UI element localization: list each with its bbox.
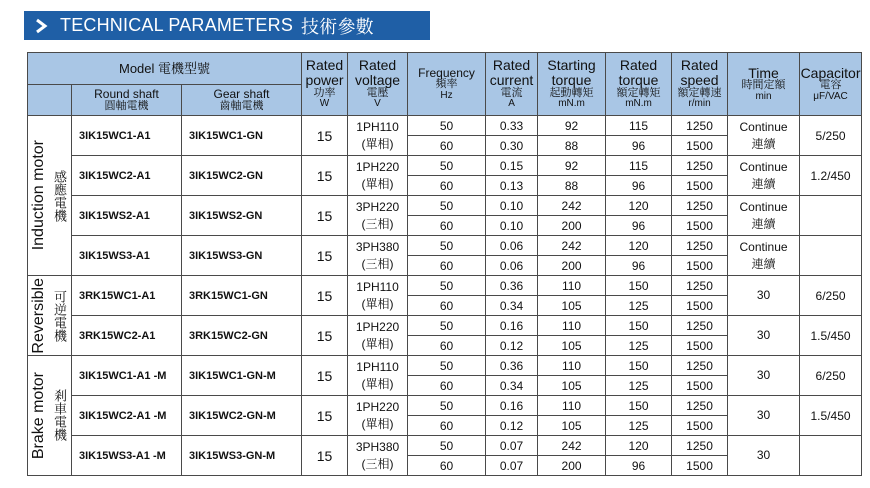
time-cell: 30: [728, 356, 800, 396]
group-label-cell: [28, 116, 72, 276]
header-model: Model 電機型號: [28, 53, 302, 85]
frequency-cell: 50: [408, 436, 486, 456]
rated-torque-cell: 115: [606, 116, 672, 136]
rated-speed-cell: 1250: [672, 156, 728, 176]
time-cell: 30: [728, 276, 800, 316]
table-row: [28, 356, 862, 376]
capacitor-cell: [800, 236, 862, 276]
rated-torque-cell: 125: [606, 376, 672, 396]
starting-torque-cell: 200: [538, 456, 606, 476]
group-label-cn: 剎車電機: [52, 389, 67, 442]
frequency-cell: 50: [408, 316, 486, 336]
rated-voltage: 1PH110 (單相): [348, 356, 408, 396]
capacitor-cell: [800, 436, 862, 476]
rated-torque-cell: 150: [606, 356, 672, 376]
starting-torque-cell: 105: [538, 376, 606, 396]
starting-torque-cell: 110: [538, 356, 606, 376]
rated-torque-cell: 120: [606, 436, 672, 456]
frequency-cell: 50: [408, 276, 486, 296]
round-shaft-model: 3IK15WS3-A1 -M: [72, 436, 182, 476]
starting-torque-cell: 110: [538, 396, 606, 416]
rated-torque-cell: 96: [606, 136, 672, 156]
rated-torque-cell: 96: [606, 456, 672, 476]
rated-torque-cell: 125: [606, 416, 672, 436]
round-shaft-model: 3RK15WC2-A1: [72, 316, 182, 356]
rated-voltage: 1PH220 (單相): [348, 156, 408, 196]
header-rated-torque: Rated torque 額定轉矩 mN.m: [606, 53, 672, 116]
table-row: [28, 316, 862, 336]
header-power: Rated power 功率 W: [302, 53, 348, 116]
round-shaft-model: 3IK15WC1-A1: [72, 116, 182, 156]
current-cell: 0.07: [486, 436, 538, 456]
chevron-right-icon: [34, 18, 50, 34]
table-row: [28, 116, 862, 136]
current-cell: 0.16: [486, 396, 538, 416]
rated-speed-cell: 1250: [672, 356, 728, 376]
rated-torque-cell: 120: [606, 196, 672, 216]
table-row: [28, 396, 862, 416]
time-cell: Continue 連續: [728, 116, 800, 156]
current-cell: 0.12: [486, 336, 538, 356]
header-current: Rated current 電流 A: [486, 53, 538, 116]
starting-torque-cell: 242: [538, 436, 606, 456]
section-banner: [24, 11, 430, 40]
round-shaft-model: 3IK15WS3-A1: [72, 236, 182, 276]
rated-power: 15: [302, 316, 348, 356]
frequency-cell: 50: [408, 156, 486, 176]
rated-torque-cell: 150: [606, 316, 672, 336]
rated-voltage: 1PH110 (單相): [348, 116, 408, 156]
rated-voltage: 3PH220 (三相): [348, 196, 408, 236]
starting-torque-cell: 92: [538, 156, 606, 176]
frequency-cell: 60: [408, 216, 486, 236]
starting-torque-cell: 110: [538, 276, 606, 296]
frequency-cell: 60: [408, 176, 486, 196]
gear-shaft-model: 3IK15WS3-GN: [182, 236, 302, 276]
rated-speed-cell: 1500: [672, 216, 728, 236]
rated-speed-cell: 1250: [672, 316, 728, 336]
table-row: [28, 156, 862, 176]
current-cell: 0.15: [486, 156, 538, 176]
gear-shaft-model: 3IK15WC2-GN-M: [182, 396, 302, 436]
rated-speed-cell: 1500: [672, 376, 728, 396]
current-cell: 0.16: [486, 316, 538, 336]
rated-speed-cell: 1250: [672, 396, 728, 416]
header-rated-speed: Rated speed 額定轉速 r/min: [672, 53, 728, 116]
frequency-cell: 60: [408, 336, 486, 356]
capacitor-cell: 1.5/450: [800, 316, 862, 356]
header-spacer: [28, 85, 72, 116]
header-frequency: Frequency 頻率 Hz: [408, 53, 486, 116]
current-cell: 0.12: [486, 416, 538, 436]
gear-shaft-model: 3RK15WC2-GN: [182, 316, 302, 356]
time-cell: 30: [728, 316, 800, 356]
starting-torque-cell: 105: [538, 336, 606, 356]
gear-shaft-model: 3IK15WC2-GN: [182, 156, 302, 196]
header-voltage: Rated voltage 電壓 V: [348, 53, 408, 116]
header-round-shaft: Round shaft 圓軸電機: [72, 85, 182, 116]
gear-shaft-model: 3IK15WC1-GN-M: [182, 356, 302, 396]
rated-torque-cell: 120: [606, 236, 672, 256]
gear-shaft-model: 3IK15WS2-GN: [182, 196, 302, 236]
table-row: [28, 196, 862, 216]
group-label-en: Brake motor: [30, 371, 47, 460]
rated-torque-cell: 96: [606, 256, 672, 276]
gear-shaft-model: 3IK15WS3-GN-M: [182, 436, 302, 476]
current-cell: 0.10: [486, 216, 538, 236]
current-cell: 0.10: [486, 196, 538, 216]
frequency-cell: 60: [408, 296, 486, 316]
header-time: Time 時間定額 min: [728, 53, 800, 116]
frequency-cell: 50: [408, 396, 486, 416]
capacitor-cell: 5/250: [800, 116, 862, 156]
banner-title: TECHNICAL PARAMETERS: [60, 15, 294, 35]
rated-power: 15: [302, 396, 348, 436]
group-label-cn: 感應電機: [52, 169, 67, 222]
starting-torque-cell: 242: [538, 196, 606, 216]
group-label-cell: [28, 276, 72, 356]
starting-torque-cell: 105: [538, 296, 606, 316]
rated-speed-cell: 1500: [672, 136, 728, 156]
gear-shaft-model: 3IK15WC1-GN: [182, 116, 302, 156]
time-cell: Continue 連續: [728, 156, 800, 196]
rated-speed-cell: 1500: [672, 176, 728, 196]
starting-torque-cell: 88: [538, 176, 606, 196]
rated-voltage: 3PH380 (三相): [348, 436, 408, 476]
round-shaft-model: 3RK15WC1-A1: [72, 276, 182, 316]
rated-power: 15: [302, 156, 348, 196]
capacitor-cell: 1.5/450: [800, 396, 862, 436]
parameters-table: [27, 52, 862, 476]
table-body: [28, 116, 862, 476]
group-label-en: Reversible: [30, 277, 47, 354]
rated-speed-cell: 1500: [672, 336, 728, 356]
rated-speed-cell: 1250: [672, 116, 728, 136]
rated-voltage: 1PH220 (單相): [348, 316, 408, 356]
table-row: [28, 276, 862, 296]
group-label-en: Induction motor: [30, 140, 47, 251]
frequency-cell: 50: [408, 116, 486, 136]
rated-speed-cell: 1250: [672, 276, 728, 296]
rated-torque-cell: 96: [606, 176, 672, 196]
current-cell: 0.33: [486, 116, 538, 136]
capacitor-cell: 6/250: [800, 276, 862, 316]
time-cell: Continue 連續: [728, 196, 800, 236]
table-row: [28, 236, 862, 256]
current-cell: 0.30: [486, 136, 538, 156]
rated-torque-cell: 115: [606, 156, 672, 176]
rated-torque-cell: 96: [606, 216, 672, 236]
capacitor-cell: [800, 196, 862, 236]
rated-speed-cell: 1250: [672, 236, 728, 256]
rated-voltage: 3PH380 (三相): [348, 236, 408, 276]
frequency-cell: 60: [408, 416, 486, 436]
rated-speed-cell: 1250: [672, 436, 728, 456]
rated-power: 15: [302, 436, 348, 476]
round-shaft-model: 3IK15WC1-A1 -M: [72, 356, 182, 396]
gear-shaft-model: 3RK15WC1-GN: [182, 276, 302, 316]
time-cell: 30: [728, 436, 800, 476]
starting-torque-cell: 92: [538, 116, 606, 136]
rated-speed-cell: 1250: [672, 196, 728, 216]
group-label-cell: [28, 356, 72, 476]
current-cell: 0.34: [486, 296, 538, 316]
table-row: [28, 436, 862, 456]
rated-torque-cell: 125: [606, 336, 672, 356]
starting-torque-cell: 200: [538, 216, 606, 236]
rated-torque-cell: 125: [606, 296, 672, 316]
current-cell: 0.06: [486, 256, 538, 276]
banner-title-cn: 技術參數: [301, 16, 374, 37]
starting-torque-cell: 105: [538, 416, 606, 436]
starting-torque-cell: 110: [538, 316, 606, 336]
frequency-cell: 50: [408, 196, 486, 216]
capacitor-cell: 6/250: [800, 356, 862, 396]
header-capacitor: Capacitor 電容 μF/VAC: [800, 53, 862, 116]
rated-voltage: 1PH220 (單相): [348, 396, 408, 436]
round-shaft-model: 3IK15WC2-A1 -M: [72, 396, 182, 436]
rated-power: 15: [302, 236, 348, 276]
current-cell: 0.13: [486, 176, 538, 196]
rated-speed-cell: 1500: [672, 296, 728, 316]
current-cell: 0.34: [486, 376, 538, 396]
current-cell: 0.07: [486, 456, 538, 476]
rated-speed-cell: 1500: [672, 456, 728, 476]
round-shaft-model: 3IK15WC2-A1: [72, 156, 182, 196]
rated-power: 15: [302, 116, 348, 156]
current-cell: 0.36: [486, 276, 538, 296]
rated-speed-cell: 1500: [672, 256, 728, 276]
frequency-cell: 50: [408, 356, 486, 376]
frequency-cell: 60: [408, 256, 486, 276]
capacitor-cell: 1.2/450: [800, 156, 862, 196]
rated-torque-cell: 150: [606, 276, 672, 296]
frequency-cell: 60: [408, 456, 486, 476]
rated-power: 15: [302, 196, 348, 236]
current-cell: 0.36: [486, 356, 538, 376]
starting-torque-cell: 242: [538, 236, 606, 256]
group-label-cn: 可逆電機: [52, 289, 67, 342]
time-cell: 30: [728, 396, 800, 436]
frequency-cell: 50: [408, 236, 486, 256]
starting-torque-cell: 200: [538, 256, 606, 276]
round-shaft-model: 3IK15WS2-A1: [72, 196, 182, 236]
rated-power: 15: [302, 276, 348, 316]
rated-voltage: 1PH110 (單相): [348, 276, 408, 316]
rated-speed-cell: 1500: [672, 416, 728, 436]
header-gear-shaft: Gear shaft 齒軸電機: [182, 85, 302, 116]
frequency-cell: 60: [408, 136, 486, 156]
starting-torque-cell: 88: [538, 136, 606, 156]
rated-power: 15: [302, 356, 348, 396]
header-starting-torque: Starting torque 起動轉矩 mN.m: [538, 53, 606, 116]
current-cell: 0.06: [486, 236, 538, 256]
rated-torque-cell: 150: [606, 396, 672, 416]
frequency-cell: 60: [408, 376, 486, 396]
time-cell: Continue 連續: [728, 236, 800, 276]
